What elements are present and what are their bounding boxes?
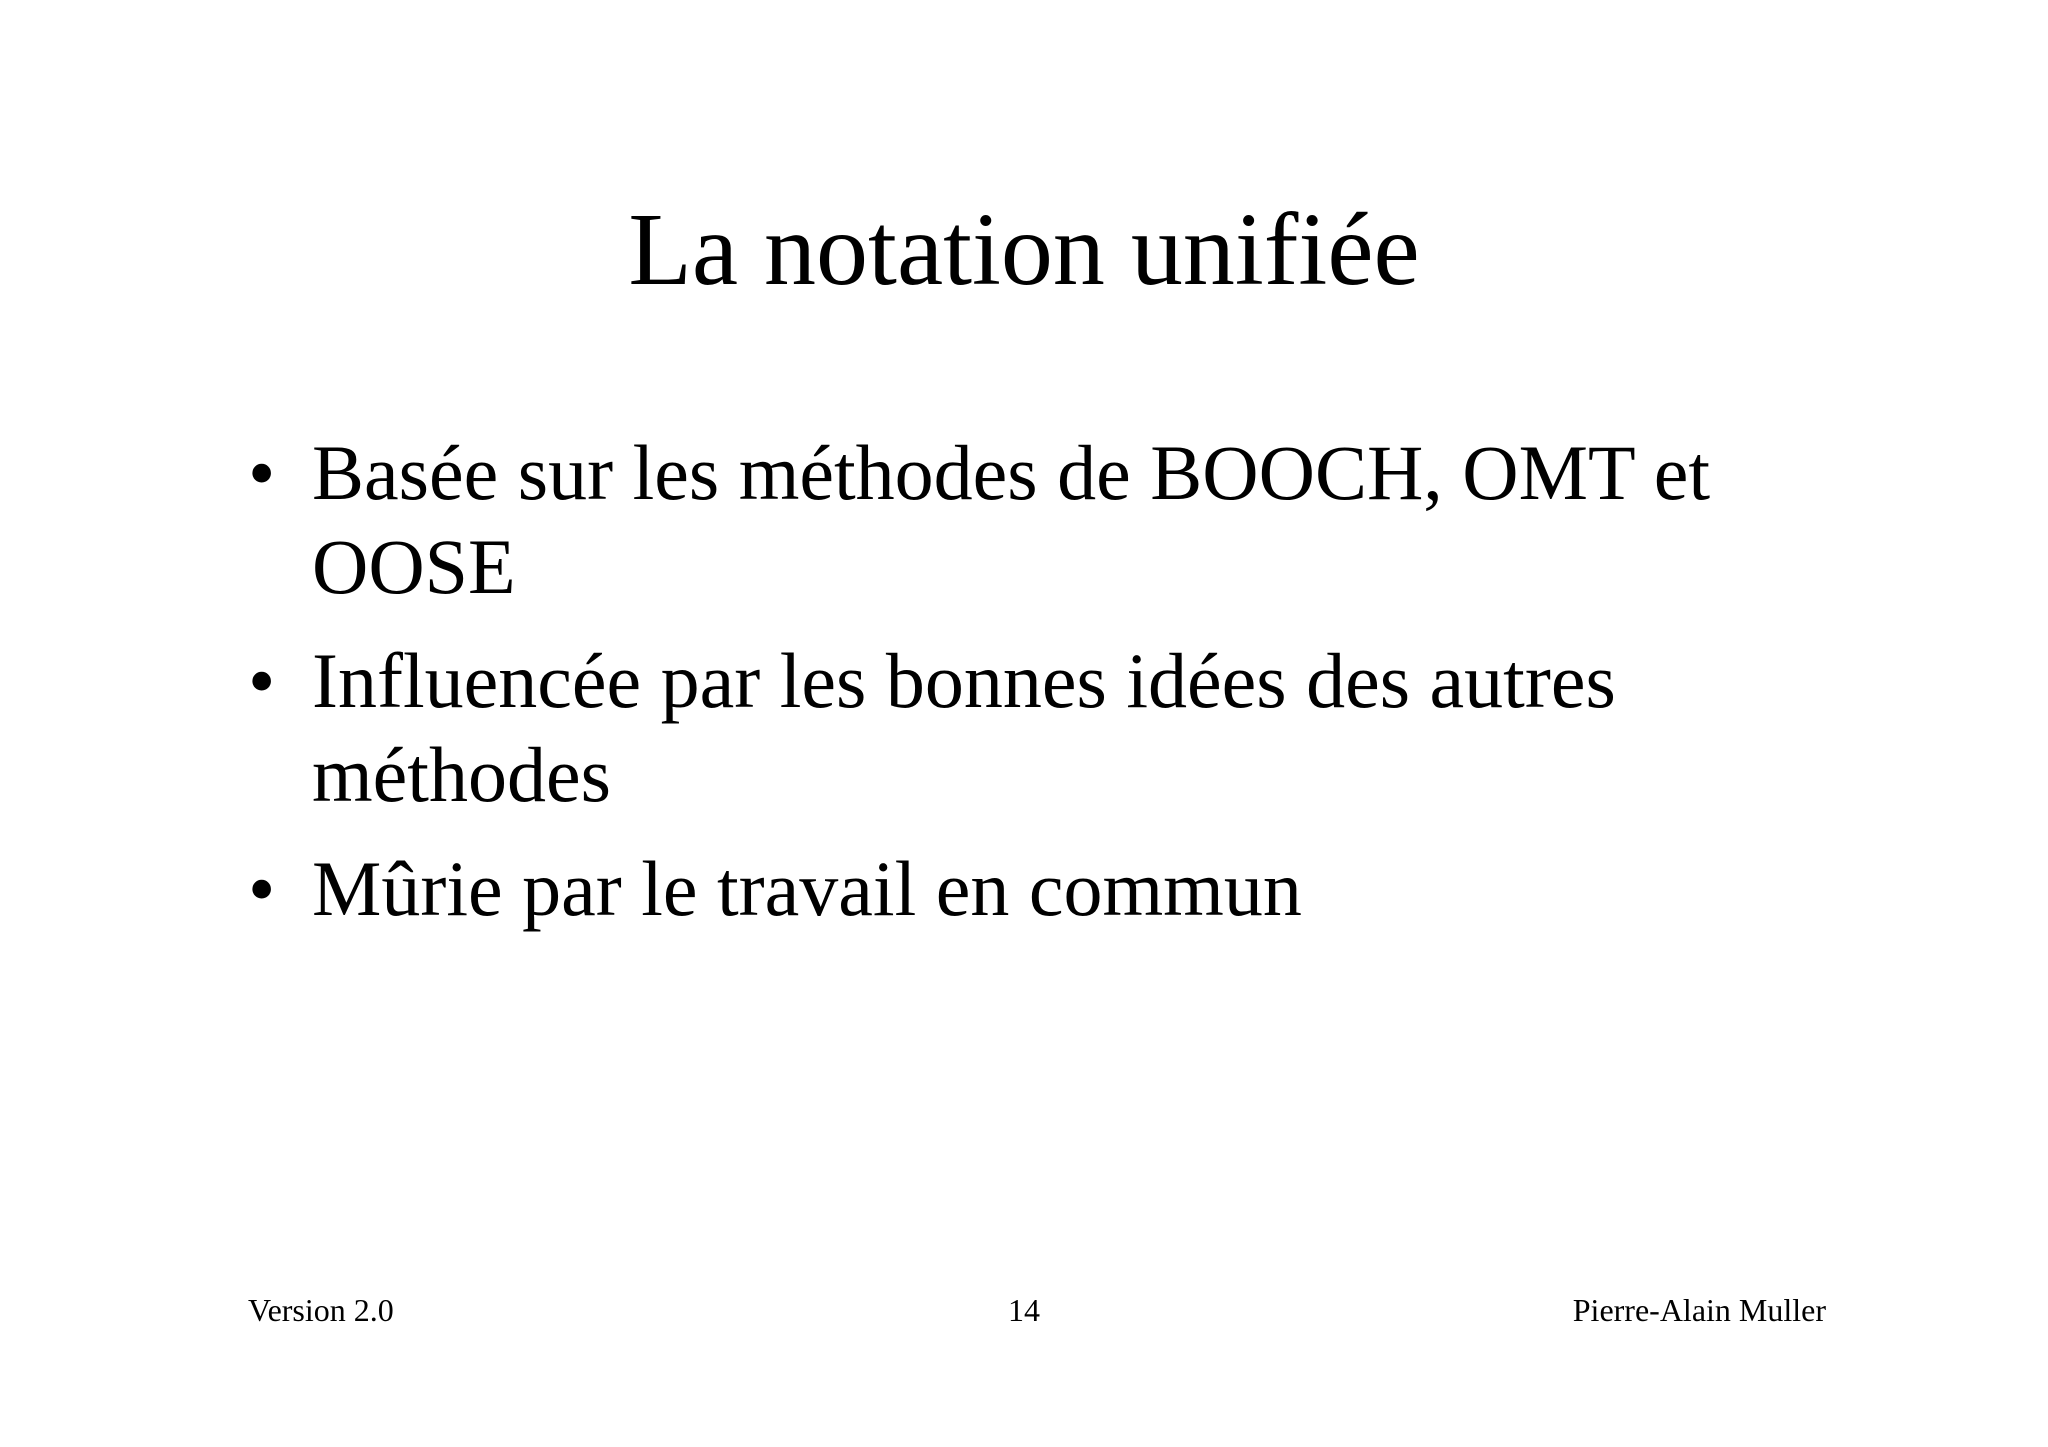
bullet-marker: • (248, 637, 276, 724)
bullet-marker: • (248, 845, 276, 932)
footer-author: Pierre-Alain Muller (1572, 1292, 1826, 1328)
bullet-marker: • (248, 429, 276, 516)
footer-version: Version 2.0 (248, 1292, 394, 1328)
bullet-text: Basée sur les méthodes de BOOCH, OMT et OOSE (312, 429, 1711, 610)
bullet-text: Mûrie par le travail en commun (312, 845, 1302, 932)
bullet-list (248, 426, 1808, 956)
footer-page-number: 14 (1008, 1292, 1040, 1328)
bullet-item (248, 426, 1808, 614)
bullet-item (248, 634, 1808, 822)
bullet-item (248, 842, 1808, 936)
slide-title: La notation unifiée (628, 192, 1420, 307)
bullet-text: Influencée par les bonnes idées des autres méthodes (312, 637, 1616, 818)
